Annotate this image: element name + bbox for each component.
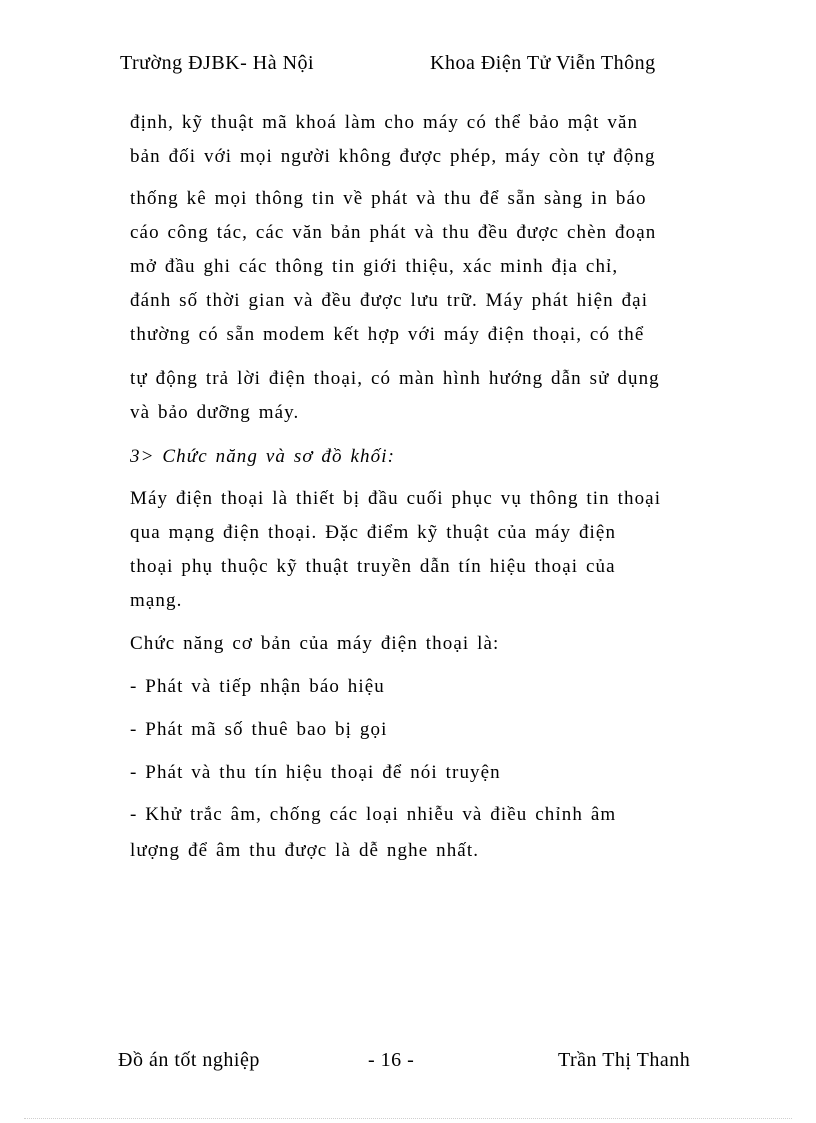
section-heading: 3> Chức năng và sơ đồ khối: bbox=[130, 446, 395, 467]
list-item: - Phát và tiếp nhận báo hiệu bbox=[130, 676, 385, 697]
body-line: định, kỹ thuật mã khoá làm cho máy có thể bảo mật văn bbox=[130, 112, 639, 133]
body-line: và bảo dưỡng máy. bbox=[130, 402, 300, 423]
body-line: mạng. bbox=[130, 590, 183, 611]
body-line: bản đối với mọi người không được phép, máy còn tự động bbox=[130, 146, 656, 167]
header-school: Trường ĐJBK- Hà Nội bbox=[120, 52, 315, 74]
footer-title: Đồ án tốt nghiệp bbox=[118, 1049, 260, 1071]
body-line: tự động trả lời điện thoại, có màn hình hướng dẫn sử dụng bbox=[130, 368, 660, 389]
body-line: Chức năng cơ bản của máy điện thoại là: bbox=[130, 633, 500, 654]
body-line: thoại phụ thuộc kỹ thuật truyền dẫn tín hiệu thoại của bbox=[130, 556, 616, 577]
body-line: thống kê mọi thông tin về phát và thu để sẵn sàng in báo bbox=[130, 188, 647, 209]
list-item: - Phát mã số thuê bao bị gọi bbox=[130, 719, 388, 740]
page-edge-divider bbox=[24, 1118, 792, 1119]
body-line: cáo công tác, các văn bản phát và thu đều được chèn đoạn bbox=[130, 222, 657, 243]
footer-author: Trần Thị Thanh bbox=[558, 1049, 691, 1071]
page-number: - 16 - bbox=[368, 1049, 415, 1071]
body-line: qua mạng điện thoại. Đặc điểm kỹ thuật của máy điện bbox=[130, 522, 617, 543]
body-line: lượng để âm thu được là dễ nghe nhất. bbox=[130, 840, 480, 861]
body-line: mở đầu ghi các thông tin giới thiệu, xác minh địa chỉ, bbox=[130, 256, 619, 277]
body-line: thường có sẵn modem kết hợp với máy điện thoại, có thể bbox=[130, 324, 645, 345]
body-line: Máy điện thoại là thiết bị đầu cuối phục vụ thông tin thoại bbox=[130, 488, 662, 509]
list-item: - Khử trắc âm, chống các loại nhiễu và điều chỉnh âm bbox=[130, 804, 617, 825]
header-faculty: Khoa Điện Tử Viễn Thông bbox=[430, 52, 656, 74]
body-line: đánh số thời gian và đều được lưu trữ. Máy phát hiện đại bbox=[130, 290, 649, 311]
list-item: - Phát và thu tín hiệu thoại để nói truyện bbox=[130, 762, 501, 783]
